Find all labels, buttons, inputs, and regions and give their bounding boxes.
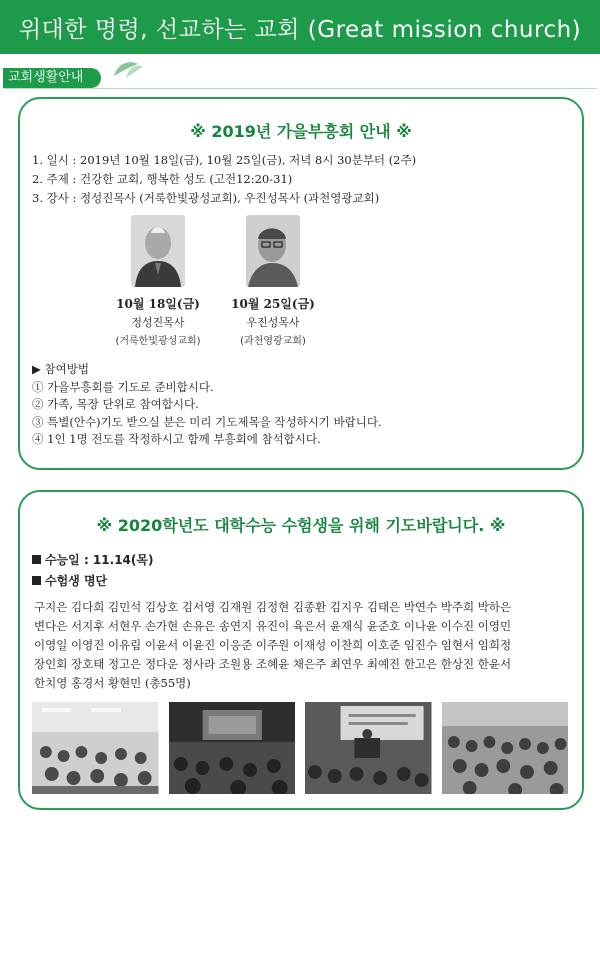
revival-info-speakers: 3. 강사 : 정성진목사 (거룩한빛광성교회), 우진성목사 (과천영광교회) xyxy=(32,191,380,205)
speaker-2-date: 10월 25일(금) xyxy=(231,297,315,311)
speaker-2-name: 우진성목사 xyxy=(246,316,300,329)
revival-info-theme: 2. 주제 : 건강한 교회, 행복한 성도 (고전12:20-31) xyxy=(32,172,293,186)
names-line: 이영일 이영진 이유림 이윤서 이윤진 이응준 이주원 이재성 이찬희 이호준 임진수 임현서 임희정 xyxy=(34,638,512,652)
revival-info-list xyxy=(32,151,416,208)
event-photo-1 xyxy=(32,702,159,794)
exam-date xyxy=(32,551,153,568)
revival-card xyxy=(18,97,584,470)
exam-list-label: 수험생 명단 xyxy=(45,574,108,588)
banner-title: 위대한 명령, 선교하는 교회 (Great mission church) xyxy=(18,16,582,43)
revival-title: ※ 2019년 가을부흥회 안내 ※ xyxy=(190,122,412,141)
method-item: ② 가족, 목장 단위로 참여합시다. xyxy=(32,397,199,411)
speaker-1-name: 정성진목사 xyxy=(131,316,185,329)
event-photos xyxy=(32,702,568,794)
section-tag: 교회생활안내 xyxy=(3,68,101,88)
speaker-1-photo xyxy=(131,215,185,287)
speaker-1-church: (거룩한빛광성교회) xyxy=(115,336,201,347)
event-photo-2 xyxy=(169,702,296,794)
participation-method xyxy=(32,361,382,449)
method-item: ① 가을부흥회를 기도로 준비합시다. xyxy=(32,379,214,394)
exam-prayer-card xyxy=(18,490,584,810)
student-names xyxy=(34,598,564,693)
section-divider xyxy=(3,88,597,89)
speaker-2-church: (과천영광교회) xyxy=(240,336,306,347)
header-banner xyxy=(0,0,600,54)
exam-date-text: 수능일 : 11.14(목) xyxy=(45,553,154,567)
speaker-1-date: 10월 18일(금) xyxy=(116,297,200,311)
names-line: 한치영 홍경서 황현민 (총55명) xyxy=(34,676,191,690)
method-item: ④ 1인 1명 전도를 작정하시고 함께 부흥회에 참석합시다. xyxy=(32,432,321,446)
speaker-2-photo xyxy=(246,215,300,287)
method-item: ③ 특별(안수)기도 받으실 분은 미리 기도제목을 작성하시기 바랍니다. xyxy=(32,414,382,429)
speaker-2 xyxy=(198,215,348,347)
exam-list-heading xyxy=(32,572,107,589)
revival-info-date: 1. 일시 : 2019년 10월 18일(금), 10월 25일(금), 저녁 8시 30분부터 (2주) xyxy=(32,153,417,167)
names-line: 구지은 김다희 김민석 김상호 김서영 김재원 김정현 김종환 김지우 김태은 박연수 박주희 박하은 xyxy=(34,600,512,614)
square-bullet-icon xyxy=(32,576,41,585)
method-heading: ▶ 참여방법 xyxy=(32,362,89,376)
event-photo-3 xyxy=(305,702,432,794)
exam-title: ※ 2020학년도 대학수능 수험생을 위해 기도바랍니다. ※ xyxy=(96,516,506,535)
leaf-icon xyxy=(112,58,144,80)
names-line: 변다은 서지후 서현우 손가현 손유은 송연지 유진이 육은서 윤재식 윤준호 이나윤 이수진 이영민 xyxy=(34,619,512,633)
event-photo-4 xyxy=(442,702,569,794)
square-bullet-icon xyxy=(32,555,41,564)
names-line: 장인회 장호태 정고은 정다운 정사라 조원용 조혜윤 채은주 최연우 최예진 한고은 한상진 한윤서 xyxy=(34,657,512,671)
